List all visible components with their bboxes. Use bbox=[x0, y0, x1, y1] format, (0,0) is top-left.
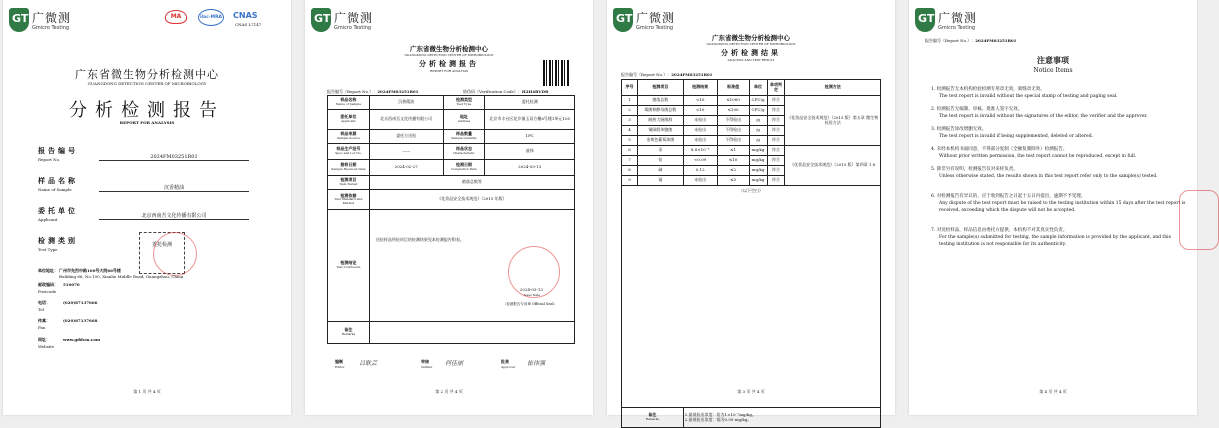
cell: 符合 bbox=[767, 136, 785, 146]
remark-line: 2.最低检出浓度：镉为0.09 mg/kg。 bbox=[684, 416, 752, 422]
label-cn: 样品来源 bbox=[340, 131, 357, 137]
sample-info-table bbox=[327, 95, 575, 344]
header-cell: 单位 bbox=[749, 80, 767, 96]
page-number: 第 1 页 共 4 页 bbox=[133, 389, 161, 394]
notice-item bbox=[931, 166, 1186, 180]
label-en: Remarks bbox=[341, 332, 356, 337]
notice-item bbox=[931, 126, 1186, 140]
table-row bbox=[328, 322, 575, 344]
cell: 4 bbox=[622, 126, 638, 136]
cell: 未检出 bbox=[683, 136, 717, 146]
notice-title-cn: 注意事项 bbox=[1037, 55, 1069, 65]
cell: 不得检出 bbox=[717, 116, 749, 126]
cell: 符合 bbox=[767, 146, 785, 156]
center-name-cn: 广东省微生物分析检测中心 bbox=[410, 45, 488, 53]
label-cn: 样品名称 bbox=[340, 97, 357, 103]
cell: 符合 bbox=[767, 166, 785, 176]
notice-title-en: Notice Items bbox=[1033, 67, 1073, 74]
postcode-en: Postcode bbox=[38, 289, 57, 294]
report-no-value: 2024FM03251R01 bbox=[975, 38, 1017, 43]
editor-signature: 吕耿芸 bbox=[359, 360, 378, 367]
cell: <10 bbox=[683, 106, 717, 116]
ma-mark-icon: MA bbox=[165, 10, 187, 24]
label-cell bbox=[443, 130, 485, 144]
report-no-value: 2024FM03251R01 bbox=[377, 89, 419, 94]
header-cell: 序号 bbox=[622, 80, 638, 96]
label-en: Applicant bbox=[341, 119, 356, 124]
label-cell bbox=[328, 176, 370, 190]
results-title-en: ANALYSIS AND TEST RESULT bbox=[727, 58, 775, 62]
label-en: Sample Received Date bbox=[331, 167, 366, 172]
postcode-label: 邮政编码： bbox=[38, 282, 58, 287]
results-table bbox=[621, 79, 881, 428]
value-cell: 委托方送检 bbox=[369, 130, 443, 144]
logo-cn: 广微测 bbox=[636, 11, 676, 25]
cell: 铜绿假单胞菌 bbox=[637, 126, 683, 136]
official-seal-stamp bbox=[153, 232, 197, 276]
label-en: Remarks bbox=[645, 417, 660, 422]
editor-label-en: Editor bbox=[335, 365, 345, 369]
cell: 耐热大肠菌群 bbox=[637, 116, 683, 126]
fax-label: 传真： bbox=[38, 318, 50, 323]
cell: 汞 bbox=[637, 146, 683, 156]
conclusion-cell bbox=[369, 210, 574, 322]
value-cell: 委托检测 bbox=[485, 96, 575, 110]
label-cn: 检测项目 bbox=[340, 177, 357, 183]
label-cell bbox=[443, 110, 485, 130]
report-cover-page bbox=[3, 0, 291, 415]
field-label-cn: 委托单位 bbox=[38, 206, 78, 215]
cell: 9 bbox=[622, 176, 638, 186]
cnas-mark-icon: CNAS bbox=[233, 11, 258, 20]
value-cell: 2024-03-13 bbox=[485, 160, 575, 176]
cell: 镉 bbox=[637, 176, 683, 186]
cell: 符合 bbox=[767, 156, 785, 166]
label-en: Test Conclusion bbox=[336, 265, 361, 270]
field-value: 委托检测 bbox=[151, 242, 172, 248]
cell: 5 bbox=[622, 136, 638, 146]
field-label-en: Name of Sample bbox=[38, 187, 72, 192]
page-number: 第 4 页 共 4 页 bbox=[1039, 389, 1067, 394]
field-label-en: Test Type bbox=[38, 247, 58, 252]
header-cell: 单项判定 bbox=[767, 80, 785, 96]
label-cn: 检测依据 bbox=[340, 192, 357, 198]
cell: 金黄色葡萄球菌 bbox=[637, 136, 683, 146]
cell: ≤10 bbox=[717, 156, 749, 166]
paging-seal-stamp bbox=[1179, 190, 1219, 250]
cell: 铅 bbox=[637, 156, 683, 166]
label-cn: 样品状态 bbox=[455, 146, 472, 152]
cell: 符合 bbox=[767, 116, 785, 126]
cell: 霉菌和酵母菌总数 bbox=[637, 106, 683, 116]
report-number-line bbox=[925, 38, 1016, 44]
report-results-page bbox=[607, 0, 895, 422]
label-cn: 检测结论 bbox=[340, 260, 357, 266]
verify-label: 防伪码（Verification Code）： bbox=[463, 89, 522, 94]
verifier-signature: 何佳丽 bbox=[445, 360, 464, 367]
cell: <10 bbox=[683, 96, 717, 106]
label-en: Spec and Lot No. bbox=[335, 151, 362, 156]
page-number: 第 2 页 共 4 页 bbox=[435, 389, 463, 394]
cell: 8 bbox=[622, 166, 638, 176]
results-title-cn: 分析检测结果 bbox=[721, 48, 781, 57]
value-cell: 《化妆品安全技术规范》（2015 年版） bbox=[369, 190, 574, 210]
address-label: 单位地址： bbox=[38, 268, 58, 273]
label-cn: 检测日期 bbox=[455, 162, 472, 168]
field-label-cn: 报告编号 bbox=[38, 146, 78, 155]
fax-value: (020)87137668 bbox=[63, 318, 98, 323]
center-name-cn: 广东省微生物分析检测中心 bbox=[75, 68, 219, 81]
issue-date: 2024-03-13 bbox=[519, 287, 543, 292]
method-cell: 《化妆品安全技术规范》（2015 版）第五章 微生物检验方法 bbox=[785, 96, 881, 146]
gt-logo-icon: GT bbox=[9, 8, 29, 32]
tel-en: Tel bbox=[38, 307, 45, 312]
table-row bbox=[622, 146, 881, 156]
header-cell: 检测方法 bbox=[785, 80, 881, 96]
item-cn: 检测报告无编制、审核、批准人签字无效。 bbox=[936, 107, 1023, 112]
label-en: Name of Sample bbox=[335, 102, 362, 107]
report-info-page bbox=[305, 0, 593, 415]
cell: 符合 bbox=[767, 176, 785, 186]
field-value: 沉香精油 bbox=[99, 184, 249, 192]
value-cell: 北京西南吾文化传播有限公司 bbox=[369, 110, 443, 130]
center-name-en: GUANGDONG DETECTION CENTER OF MICROBIOLOGY bbox=[404, 53, 494, 57]
table-row bbox=[328, 96, 575, 110]
item-number: 2. bbox=[931, 107, 936, 112]
logo-en: Gmicro Testing bbox=[636, 25, 674, 31]
address-en: Building 66, No.100, Xianlie Middle Road, Guangzhou, China bbox=[59, 274, 184, 279]
label-cell bbox=[328, 160, 370, 176]
cell: 未检出 bbox=[683, 176, 717, 186]
cell: 6 bbox=[622, 146, 638, 156]
gmicro-logo bbox=[915, 8, 1035, 40]
field-label-en: Applicant bbox=[38, 217, 58, 222]
fax-en: Fax bbox=[38, 325, 46, 330]
editor-label: 编制 bbox=[335, 359, 343, 364]
cell: 不得检出 bbox=[717, 126, 749, 136]
tel-value: (020)87137666 bbox=[63, 300, 98, 305]
report-title-cn: 分析检测报告 bbox=[419, 59, 479, 68]
label-cn: 样品数量 bbox=[455, 131, 472, 137]
address-value: 广州市先烈中路100号大院66号楼 bbox=[59, 268, 121, 273]
postcode-value: 510070 bbox=[63, 282, 80, 287]
logo-cn: 广微测 bbox=[938, 11, 978, 25]
item-cn: 检测报告涂改增删无效。 bbox=[936, 127, 987, 132]
value-cell: 1PC bbox=[485, 130, 575, 144]
value-cell: 液体 bbox=[485, 144, 575, 160]
cell: 符合 bbox=[767, 96, 785, 106]
field-value: 2024FM03251R01 bbox=[99, 154, 249, 161]
label-cell bbox=[622, 408, 684, 428]
report-no-label: 报告编号（Report No.）： bbox=[327, 89, 378, 94]
label-en: Test Standard and Method bbox=[334, 197, 363, 205]
website-en: Website bbox=[38, 344, 55, 349]
ilac-mark-icon: ilac-MRA bbox=[198, 9, 224, 26]
label-cn: 备注 bbox=[648, 412, 657, 418]
label-cell bbox=[328, 144, 370, 160]
cell: 1 bbox=[622, 96, 638, 106]
label-cell bbox=[443, 96, 485, 110]
label-cell bbox=[443, 144, 485, 160]
cell: mg/kg bbox=[749, 166, 767, 176]
method-cell: 《化妆品安全技术规范》（2015 版）第四章 1.8 bbox=[785, 146, 881, 186]
label-cn: 接样日期 bbox=[340, 162, 357, 168]
label-cell bbox=[328, 322, 370, 344]
cell: 砷 bbox=[637, 166, 683, 176]
cell: ≤1 bbox=[717, 146, 749, 156]
remarks-cell bbox=[369, 322, 574, 344]
item-number: 3. bbox=[931, 127, 936, 132]
header-cell: 检测结果 bbox=[683, 80, 717, 96]
item-number: 6. bbox=[931, 194, 936, 199]
item-number: 1. bbox=[931, 87, 936, 92]
label-en: Characteristic bbox=[453, 151, 475, 156]
cell: ≤1000 bbox=[717, 96, 749, 106]
field-label-en: Report No. bbox=[38, 157, 61, 162]
cnas-number: CNAS L7147 bbox=[235, 22, 262, 27]
notice-item bbox=[931, 106, 1186, 120]
cell: mg/kg bbox=[749, 146, 767, 156]
report-notice-page bbox=[909, 0, 1197, 415]
value-cell: 沉香精油 bbox=[369, 96, 443, 110]
label-cn: 地址 bbox=[459, 114, 468, 120]
field-value: 北京西南吾文化传播有限公司 bbox=[99, 212, 249, 220]
item-en: Any dispute of the test report must be raised to the testing institution within 15 days after the test report is received, exceeding which the dispute will not be accepted. bbox=[939, 201, 1186, 213]
report-title-en: REPORT FOR ANALYSIS bbox=[119, 120, 175, 125]
cell: ≤100 bbox=[717, 106, 749, 116]
page-number: 第 3 页 共 4 页 bbox=[737, 389, 765, 394]
notice-item bbox=[931, 86, 1186, 100]
cell: ≤5 bbox=[717, 176, 749, 186]
table-row bbox=[622, 96, 881, 106]
label-en: Address bbox=[457, 119, 471, 124]
item-en: The test report is invalid without the special stamp of testing and paging seal. bbox=[939, 94, 1118, 99]
verifier-label-en: Verifier bbox=[421, 365, 433, 369]
item-en: The test report is invalid if being supplemented, deleted or altered. bbox=[939, 134, 1094, 139]
table-row bbox=[328, 190, 575, 210]
item-cn: 除非另有说明，检测报告仅对来样负责。 bbox=[936, 167, 1018, 172]
item-en: The test report is invalid without the signatures of the editor, the verifier and the approver. bbox=[939, 114, 1148, 119]
label-en: Sample Quantity bbox=[451, 136, 477, 141]
item-number: 4. bbox=[931, 147, 936, 152]
cell: 不得检出 bbox=[717, 136, 749, 146]
logo-en: Gmicro Testing bbox=[938, 25, 976, 31]
cell: /g bbox=[749, 116, 767, 126]
field-label-cn: 检测类别 bbox=[38, 236, 78, 245]
cell: 0.12 bbox=[683, 166, 717, 176]
report-title-cn: 分析检测报告 bbox=[69, 100, 225, 121]
item-en: Unless otherwise stated, the results shown in this test report refer only to the sample(s) tested. bbox=[939, 174, 1158, 179]
verify-value: H2H4BVDR bbox=[521, 89, 549, 94]
conclusion-text: 送检样品所检项目的检测结果见本检测报告附表。 bbox=[375, 237, 464, 242]
label-cn: 样品生产批号 bbox=[336, 146, 361, 152]
cell: mg/kg bbox=[749, 156, 767, 166]
item-en: For the sample(s) submitted for testing, the sample information is provided by the applicant, and this testing institution is not responsible for its authenticity. bbox=[939, 235, 1171, 247]
label-cell bbox=[328, 210, 370, 322]
tel-label: 电话： bbox=[38, 300, 50, 305]
logo-en: Gmicro Testing bbox=[32, 25, 70, 31]
table-row bbox=[622, 186, 881, 408]
value-cell: 2024-02-27 bbox=[369, 160, 443, 176]
item-cn: 对送检样品，样品信息由委托方提供，本机构不对其真实性负责。 bbox=[936, 228, 1068, 233]
cell: 2 bbox=[622, 106, 638, 116]
table-row bbox=[328, 160, 575, 176]
center-name-en: GUANGDONG DETECTION CENTER OF MICROBIOLOGY bbox=[87, 81, 207, 86]
header-cell: 标准值 bbox=[717, 80, 749, 96]
cell: /g bbox=[749, 136, 767, 146]
value-cell: 菌落总数等 bbox=[369, 176, 574, 190]
label-en: Sample Source bbox=[336, 136, 360, 141]
blank-area-cell bbox=[622, 186, 881, 408]
item-cn: 未经本机构书面同意，不得部分复制（全额复制除外）检测报告。 bbox=[936, 147, 1068, 152]
value-cell: 北京市丰台区花乡镇玉双方榭6号楼1单元105 bbox=[485, 110, 575, 130]
cell: 菌落总数 bbox=[637, 96, 683, 106]
label-en: Completion Date bbox=[451, 167, 477, 172]
center-name-cn: 广东省微生物分析检测中心 bbox=[712, 34, 790, 42]
approver-signature: 崔伟强 bbox=[527, 360, 546, 367]
website-label: 网址： bbox=[38, 337, 50, 342]
table-row bbox=[328, 110, 575, 130]
remarks-cell bbox=[683, 408, 880, 428]
cell: 符合 bbox=[767, 126, 785, 136]
label-cell bbox=[328, 190, 370, 210]
approver-label-en: Approver bbox=[501, 365, 516, 369]
label-cell bbox=[328, 110, 370, 130]
cell: 7 bbox=[622, 156, 638, 166]
item-cn: 对检测报告有异议的，应于收到报告之日起十五日内提出，逾期不予受理。 bbox=[936, 194, 1086, 199]
notice-item bbox=[931, 193, 1186, 214]
cell: CFU/g bbox=[749, 106, 767, 116]
gmicro-logo bbox=[311, 8, 431, 40]
blank-marker: （以下空白） bbox=[739, 188, 763, 193]
gmicro-logo bbox=[9, 8, 129, 40]
label-en: Test Type bbox=[456, 102, 472, 107]
cell: 8.8×10⁻³ bbox=[683, 146, 717, 156]
field-label-cn: 样品名称 bbox=[38, 176, 78, 185]
value-cell: —— bbox=[369, 144, 443, 160]
label-cn: 检测类型 bbox=[455, 97, 472, 103]
cell: 未检出 bbox=[683, 116, 717, 126]
gt-logo-icon: GT bbox=[311, 8, 331, 32]
report-title-en: REPORT FOR ANALYSIS bbox=[430, 69, 468, 73]
gt-logo-icon: GT bbox=[613, 8, 633, 32]
label-en: Item Tested bbox=[339, 182, 358, 187]
center-name-en: GUANGDONG DETECTION CENTER OF MICROBIOLOGY bbox=[706, 42, 796, 46]
cell: <0.09 bbox=[683, 156, 717, 166]
qr-code[interactable] bbox=[543, 60, 569, 86]
table-row bbox=[328, 144, 575, 160]
header-cell: 检测项目 bbox=[637, 80, 683, 96]
remark-line: 1.最低检出浓度：铅为1×10⁻²mg/kg。 bbox=[684, 411, 756, 417]
table-row bbox=[328, 210, 575, 322]
notice-item bbox=[931, 227, 1186, 248]
cell: /g bbox=[749, 126, 767, 136]
cell: mg/kg bbox=[749, 176, 767, 186]
item-number: 5. bbox=[931, 167, 936, 172]
verifier-label: 审核 bbox=[421, 359, 429, 364]
table-header-row bbox=[622, 80, 881, 96]
table-row bbox=[328, 130, 575, 144]
report-number-line bbox=[621, 72, 712, 78]
cell: 未检出 bbox=[683, 126, 717, 136]
report-no-value: 2024FM03251R01 bbox=[671, 72, 713, 77]
table-row bbox=[328, 176, 575, 190]
logo-cn: 广微测 bbox=[334, 11, 374, 25]
item-number: 7. bbox=[931, 228, 936, 233]
notice-item bbox=[931, 146, 1186, 160]
logo-cn: 广微测 bbox=[32, 11, 72, 25]
gt-logo-icon: GT bbox=[915, 8, 935, 32]
item-en: Without prior written permission, the test report cannot be reproduced, except in full. bbox=[939, 154, 1137, 159]
cell: 符合 bbox=[767, 106, 785, 116]
label-cn: 委托单位 bbox=[340, 114, 357, 120]
cell: CFU/g bbox=[749, 96, 767, 106]
seal-caption: （检测报告专用章 Official Seal） bbox=[502, 302, 558, 306]
cell: ≤2 bbox=[717, 166, 749, 176]
approver-label: 批准 bbox=[501, 359, 509, 364]
label-cell bbox=[328, 96, 370, 110]
issue-date-en: Issue Date bbox=[523, 293, 540, 297]
label-cell bbox=[443, 160, 485, 176]
website-value: www.gddcm.com bbox=[63, 337, 101, 342]
logo-en: Gmicro Testing bbox=[334, 25, 372, 31]
report-no-label: 报告编号（Report No.）： bbox=[621, 72, 672, 77]
label-cn: 备注 bbox=[344, 327, 353, 333]
table-row bbox=[622, 408, 881, 428]
label-cell bbox=[328, 130, 370, 144]
report-no-label: 报告编号（Report No.）： bbox=[925, 38, 976, 43]
item-cn: 检测报告无本机构检验检测专用章无效，骑缝章无效。 bbox=[936, 87, 1045, 92]
cell: 3 bbox=[622, 116, 638, 126]
